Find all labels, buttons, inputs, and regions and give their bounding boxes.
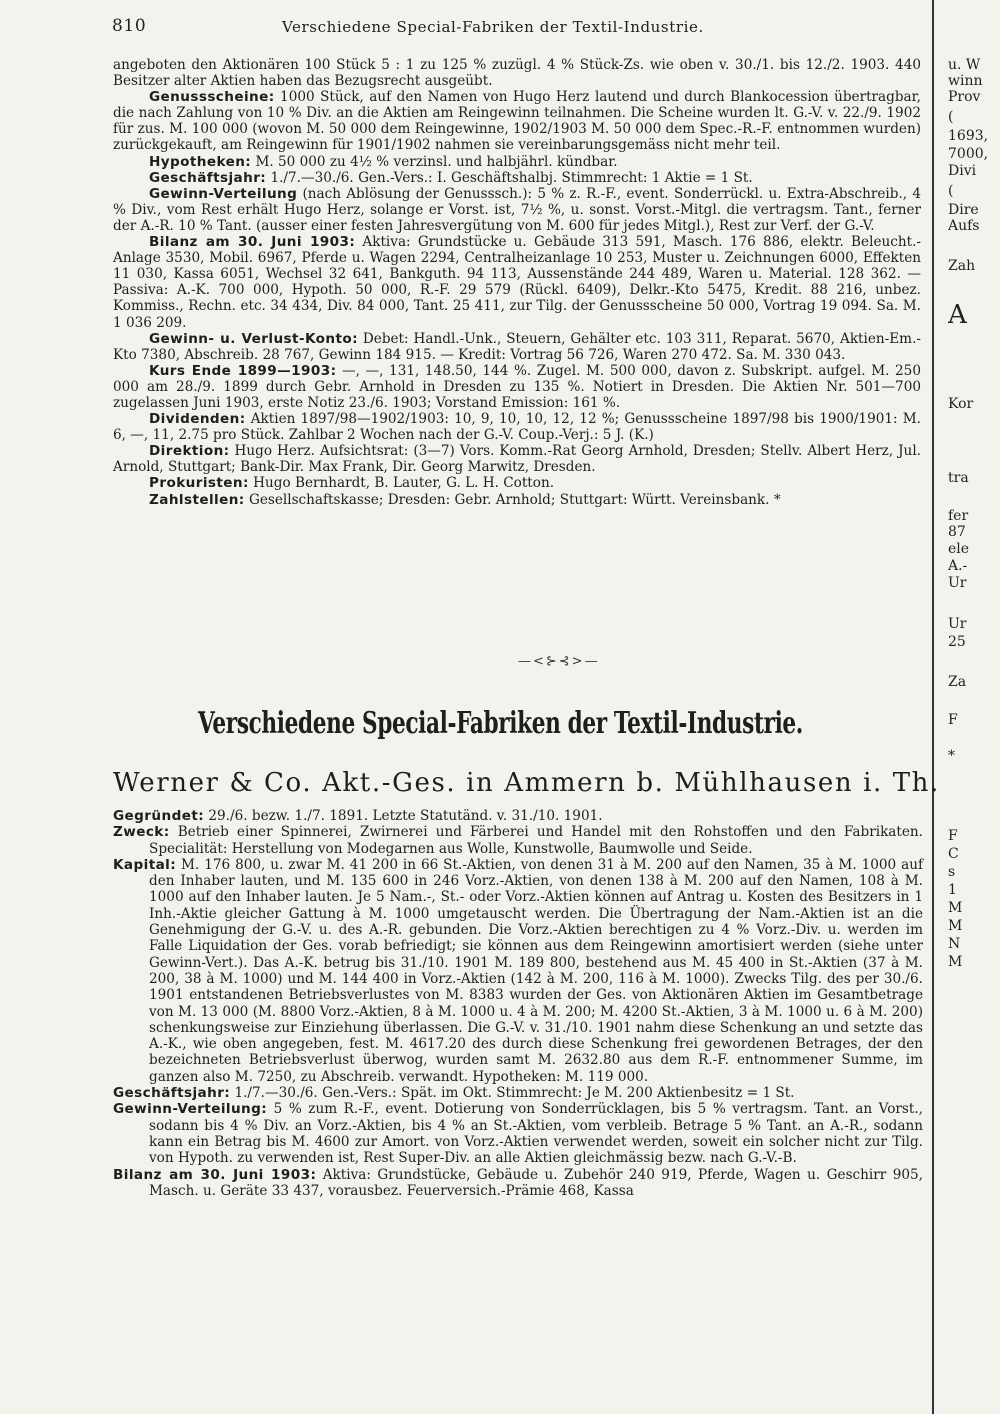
margin-fragment: * xyxy=(948,748,955,764)
lower-paragraph: Zweck: Betrieb einer Spinnerei, Zwirnerei und Färberei und Handel mit den Rohstoffen und den Fabrikaten. Specialität: Herstellung von Modegarnen aus Wolle, Kunstwolle, Baumwolle und Seide. xyxy=(113,824,923,857)
upper-paragraph: Direktion: Hugo Herz. Aufsichtsrat: (3—7) Vors. Komm.-Rat Georg Arnhold, Dresden; Stellv. Albert Herz, Jul. Arnold, Stuttgart; Bank-Dir. Max Frank, Dir. Georg Marwitz, Dresden. xyxy=(113,443,921,476)
margin-fragment: F xyxy=(948,828,958,844)
lower-entry xyxy=(113,808,923,1199)
running-title: Verschiedene Special-Fabriken der Textil-Industrie. xyxy=(282,18,704,36)
margin-fragment: M xyxy=(948,900,963,916)
lower-paragraph: Bilanz am 30. Juni 1903: Aktiva: Grundstücke, Gebäude u. Zubehör 240 919, Pferde, Wagen u. Geschirr 905, Masch. u. Geräte 33 437, vorausbez. Feuerversich.-Prämie 468, Kassa xyxy=(113,1166,923,1199)
margin-fragment: Dire xyxy=(948,202,979,218)
margin-fragment: 87 xyxy=(948,524,966,540)
margin-fragment: Zah xyxy=(948,258,976,274)
upper-paragraph: Dividenden: Aktien 1897/98—1902/1903: 10, 9, 10, 10, 12, 12 %; Genussscheine 1897/98 bis 1900/1901: M. 6, —, 11, 2.75 pro Stück. Zahlbar 2 Wochen nach der G.-V. Coup.-Verj.: 5 J. (K.) xyxy=(113,411,921,444)
lower-paragraph: Kapital: M. 176 800, u. zwar M. 41 200 in 66 St.-Aktien, von denen 31 à M. 200 auf den Namen, 35 à M. 1000 auf den Inhaber lauten, und M. 135 600 in 246 Vorz.-Aktien, von denen 138 à M. 200 auf den Namen, 108 à M. 1000 auf den Inhaber lauten. Je 5 Nam.-, St.- oder Vorz.-Aktien können auf Antrag u. Kosten des Besitzers in 1 Inh.-Aktie gleicher Gattung à M. 1000 umgetauscht werden. Die Übertragung der Nam.-Aktien ist an die Genehmigung der G.-V. u. des A.-R. gebunden. Die Vorz.-Aktien berechtigen zu 4 % Vorz.-Div. u. werden im Falle Liquidation der Ges. vorab befriedigt; sie können aus dem Reingewinn amortisiert werden (siehe unter Gewinn-Vert.). Das A.-K. betrug bis 31./10. 1901 M. 189 800, bestehend aus M. 45 400 in St.-Aktien (37 à M. 200, 38 à M. 1000) und M. 144 400 in Vorz.-Aktien (142 à M. 200, 116 à M. 1000). Zwecks Tilg. des per 30./6. 1901 entstandenen Betriebsverlustes von M. 8383 wurden der Ges. von Aktionären Aktien im Gesamtbetrage von M. 13 000 (M. 8800 Vorz.-Aktien, 8 à M. 1000 u. 4 à M. 200; M. 4200 St.-Aktien, 3 à M. 1000 u. 6 à M. 200) schenkungsweise zur Einziehung überlassen. Die G.-V. v. 31./10. 1901 nahm diese Schenkung an und setzte das A.-K., wie oben angegeben, fest. M. 4617.20 des durch diese Schenkung frei gewordenen Betrages, der den bezeichneten Betriebsverlust überwog, wurden samt M. 2632.80 aus dem R.-F. entnommener Summe, im ganzen also M. 7250, zu Abschreib. verwandt. Hypotheken: M. 119 000. xyxy=(113,856,923,1085)
lower-paragraph: Gewinn-Verteilung: 5 % zum R.-F., event. Dotierung von Sonderrücklagen, bis 5 % vertragsm. Tant. an Vorst., sodann bis 4 % Div. an Vorz.-Aktien, bis 4 % an St.-Aktien, vom verbleib. Betrage 5 % Tant. an A.-R., sodann kann ein Betrag bis M. 4600 zur Amort. von Vorz.-Aktien verwendet werden, soweit ein solcher nicht zur Tilg. von Hypoth. zu verwenden ist, Rest Super-Div. an alle Aktien gleichmässig bezw. nach G.-V.-B. xyxy=(113,1101,923,1167)
margin-fragment: 1 xyxy=(948,882,957,898)
section-title: Verschiedene Special-Fabriken der Textil-Industrie. xyxy=(198,706,803,741)
margin-fragment: fer xyxy=(948,508,969,524)
margin-fragment: 25 xyxy=(948,634,966,650)
upper-paragraph: Gewinn-Verteilung (nach Ablösung der Genusssch.): 5 % z. R.-F., event. Sonderrückl. u. Extra-Abschreib., 4 % Div., vom Rest erhält Hugo Herz, solange er Vorst. ist, 7½ %, u. sonst. Vorst.-Mitgl. die vertragsm. Tant., ferner der A.-R. 10 % Tant. (ausser einer festen Jahresvergütung von M. 600 für jedes Mitgl.), Rest zur Verf. der G.-V. xyxy=(113,185,921,234)
lower-paragraph: Gegründet: 29./6. bezw. 1./7. 1891. Letzte Statutänd. v. 31./10. 1901. xyxy=(113,808,603,824)
margin-fragment: u. W xyxy=(948,57,981,73)
upper-paragraph: Hypotheken: M. 50 000 zu 4½ % verzinsl. und halbjährl. kündbar. xyxy=(149,153,618,170)
margin-fragment: ( xyxy=(948,109,954,125)
margin-fragment: tra xyxy=(948,470,969,486)
margin-fragment: ( xyxy=(948,183,954,199)
upper-paragraph: Genussscheine: 1000 Stück, auf den Namen von Hugo Herz lautend und durch Blankocession übertragbar, die nach Zahlung von 10 % Div. an die Aktien am Reingewinn teilnahmen. Die Scheine wurden lt. G.-V. v. 22./9. 1902 für zus. M. 100 000 (wovon M. 50 000 dem Reingewinne, 1902/1903 M. 50 000 dem Spec.-R.-F. entnommen wurden) zurückgekauft, am Reingewinn für 1901/1902 nahmen sie vereinbarungsgemäss nicht mehr teil. xyxy=(113,89,921,154)
upper-paragraph: Prokuristen: Hugo Bernhardt, B. Lauter, G. L. H. Cotton. xyxy=(149,475,555,492)
upper-paragraph: Kurs Ende 1899—1903: —, —, 131, 148.50, 144 %. Zugel. M. 500 000, davon z. Subskript. aufgel. M. 250 000 am 28./9. 1899 durch Gebr. Arnhold in Dresden zu 135 %. Notiert in Dresden. Die Aktien Nr. 501—700 zugelassen Juni 1903, erste Notiz 23./6. 1903; Vorstand Emission: 161 %. xyxy=(113,362,921,411)
lower-paragraph: Geschäftsjahr: 1./7.—30./6. Gen.-Vers.: Spät. im Okt. Stimmrecht: Je M. 200 Aktienbesitz = 1 St. xyxy=(113,1085,795,1102)
margin-fragment: M xyxy=(948,954,963,970)
margin-fragment: A.- xyxy=(948,558,968,574)
margin-fragment: M xyxy=(948,918,963,934)
page-number: 810 xyxy=(112,16,147,36)
upper-paragraph: Zahlstellen: Gesellschaftskasse; Dresden: Gebr. Arnhold; Stuttgart: Württ. Vereinsbank. * xyxy=(149,491,781,508)
ornament-divider: —<⊱⊰>— xyxy=(518,654,600,669)
upper-entry xyxy=(113,57,921,508)
margin-fragment: A xyxy=(948,300,967,330)
upper-paragraph: Geschäftsjahr: 1./7.—30./6. Gen.-Vers.: I. Geschäftshalbj. Stimmrecht: 1 Aktie = 1 St. xyxy=(149,169,753,186)
margin-fragment: winn xyxy=(948,73,983,89)
column-rule xyxy=(932,0,934,1414)
margin-fragment: Ur xyxy=(948,616,967,632)
margin-fragment: N xyxy=(948,936,961,952)
upper-paragraph: Bilanz am 30. Juni 1903: Aktiva: Grundstücke u. Gebäude 313 591, Masch. 176 886, elektr. Beleucht.-Anlage 3530, Mobil. 6967, Pferde u. Wagen 2294, Centralheizanlage 10 253, Muster u. Zeichnungen 6000, Effekten 11 030, Kassa 6051, Wechsel 32 641, Bankguth. 94 113, Aussenstände 244 489, Waren u. Material. 128 362. — Passiva: A.-K. 700 000, Hypoth. 50 000, R.-F. 29 579 (Rückl. 6409), Delkr.-Kto 5475, Kredit. 88 216, unbez. Kommiss., Rechn. etc. 34 434, Div. 84 000, Tant. 25 411, zur Tilg. der Genussscheine 50 000, Vortrag 19 094. Sa. M. 1 036 209. xyxy=(113,234,921,331)
margin-fragment: Divi xyxy=(948,163,977,179)
margin-fragment: ele xyxy=(948,541,970,557)
upper-paragraph: Gewinn- u. Verlust-Konto: Debet: Handl.-Unk., Steuern, Gehälter etc. 103 311, Reparat. 5670, Aktien-Em.-Kto 7380, Abschreib. 28 767, Gewinn 184 915. — Kredit: Vortrag 56 726, Waren 270 472. Sa. M. 330 043. xyxy=(113,330,921,363)
margin-fragment: 1693, xyxy=(948,128,989,144)
margin-fragment: C xyxy=(948,846,959,862)
margin-fragment: Aufs xyxy=(948,218,980,234)
company-title: Werner & Co. Akt.-Ges. in Ammern b. Mühlhausen i. Th. xyxy=(113,768,940,798)
margin-fragment: s xyxy=(948,864,956,880)
margin-fragment: Ur xyxy=(948,575,967,591)
margin-fragment: Za xyxy=(948,674,967,690)
margin-fragment: 7000, xyxy=(948,146,989,162)
margin-fragment: F xyxy=(948,712,958,728)
margin-fragment: Kor xyxy=(948,396,974,412)
margin-fragment: Prov xyxy=(948,89,981,105)
upper-paragraph: angeboten den Aktionären 100 Stück 5 : 1 zu 125 % zuzügl. 4 % Stück-Zs. wie oben v. 30./1. bis 12./2. 1903. 440 Besitzer alter Aktien haben das Bezugsrecht ausgeübt. xyxy=(113,57,921,90)
